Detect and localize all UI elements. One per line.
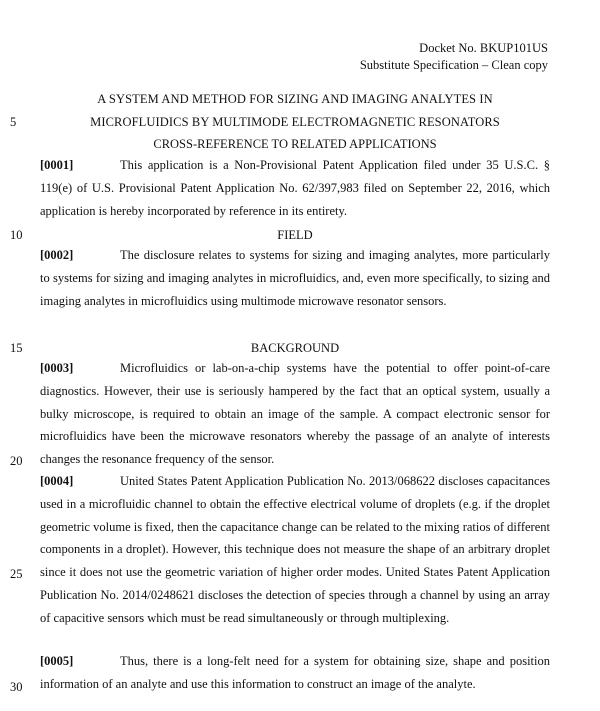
paragraph-text: The disclosure relates to systems for sizing and imaging analytes, more particularly to systems for sizing and imaging analytes in microfluidics, and, even more specifically, to sizing and imaging analytes in microfluidics using multimode microwave resonator sensors.: [40, 248, 550, 308]
line-number: 5: [10, 115, 17, 129]
paragraph-0003: [40, 357, 550, 471]
docket-number: Docket No. BKUP101US: [419, 41, 548, 55]
paragraph-0002: [40, 244, 550, 312]
section-heading-field: FIELD: [277, 228, 313, 242]
paragraph-text: Thus, there is a long-felt need for a system for obtaining size, shape and position information of an analyte and use this information to construct an image of the analyte.: [40, 654, 550, 691]
title-line-1: A SYSTEM AND METHOD FOR SIZING AND IMAGING ANALYTES IN: [97, 92, 493, 106]
line-number: 15: [10, 341, 23, 355]
paragraph-number: [0005]: [40, 654, 74, 668]
paragraph-text: United States Patent Application Publication No. 2013/068622 discloses capacitances used in a microfluidic channel to obtain the effective electrical volume of droplets (e.g. if the droplet geometric volume is fixed, then the capacitance change can be related to the mixing ratios of different components in a droplet). However, this technique does not measure the shape of an arbitrary droplet since it does not use the geometric variation of higher order modes. United States Patent Application Publication No. 2014/0248621 discloses the detection of species through a channel by using an array of capacitive sensors which must be read simultaneously or through multiplexing.: [40, 474, 550, 625]
paragraph-text: Microfluidics or lab-on-a-chip systems have the potential to offer point-of-care diagnostics. However, their use is seriously hampered by the fact that an optical system, usually a bulky microscope, is required to obtain an image of the sample. A compact electronic sensor for microfluidics have been the microwave resonators whereby the passage of an analyte of interests changes the resonance frequency of the sensor.: [40, 361, 550, 467]
line-number: 20: [10, 454, 23, 468]
paragraph-0001: [40, 154, 550, 222]
paragraph-text: This application is a Non-Provisional Patent Application filed under 35 U.S.C. § 119(e) of U.S. Provisional Patent Application No. 62/397,983 filed on September 22, 2016, which application is hereby incorporated by reference in its entirety.: [40, 158, 550, 218]
line-number: 30: [10, 680, 23, 694]
line-number: 25: [10, 567, 23, 581]
paragraph-number: [0004]: [40, 474, 74, 488]
line-number: 10: [10, 228, 23, 242]
paragraph-number: [0002]: [40, 248, 74, 262]
paragraph-number: [0003]: [40, 361, 74, 375]
title-line-2: MICROFLUIDICS BY MULTIMODE ELECTROMAGNETIC RESONATORS: [90, 115, 500, 129]
paragraph-number: [0001]: [40, 158, 74, 172]
paragraph-0004: [40, 470, 550, 630]
section-heading-background: BACKGROUND: [250, 341, 340, 355]
paragraph-0005: [40, 650, 550, 696]
section-heading-cross-reference: CROSS-REFERENCE TO RELATED APPLICATIONS: [153, 137, 437, 151]
docket-subtitle: Substitute Specification – Clean copy: [359, 58, 548, 72]
docket-header: [360, 40, 548, 74]
